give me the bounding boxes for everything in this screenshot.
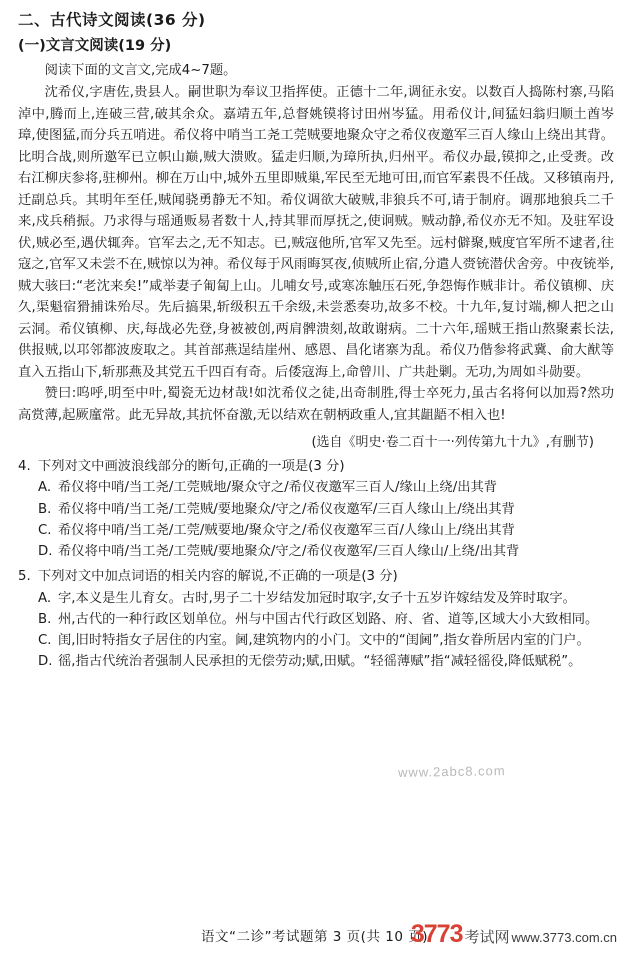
question-4 [18, 456, 614, 562]
question-5 [18, 566, 614, 672]
option-text: 希仪将中哨/当工尧/工莞贼地/聚众守之/希仪夜邀军三百人/缘山上绕/出其背 [58, 480, 498, 496]
question-5-number: 5. [18, 569, 31, 585]
watermark-site-name: 考试网 [464, 929, 510, 946]
question-5-options [38, 588, 614, 673]
option-text: 闺,旧时特指女子居住的内室。阃,建筑物内的小门。文中的“闺阃”,指女眷所居内室的门户。 [58, 633, 590, 649]
question-5-option-c[interactable] [38, 630, 614, 651]
option-letter: D. [38, 654, 53, 670]
option-letter: D. [38, 544, 53, 560]
page-footer: 语文“二诊”考试题第 3 页(共 10 页) [201, 929, 428, 945]
option-letter: B. [38, 611, 52, 627]
option-letter: C. [38, 522, 52, 538]
option-letter: A. [38, 590, 52, 606]
passage-paragraph-1: 沈希仪,字唐佐,贵县人。嗣世职为奉议卫指挥使。正德十二年,调征永安。以数百人捣陈村寨,马陷淖中,腾而上,连破三营,破其余众。嘉靖五年,总督姚镆将讨田州岑猛。用希仪计,间猛妇翁归顺土酋岑璋,使图猛,而分兵五哨进。希仪将中哨当工尧工莞贼要地聚众守之希仪夜邀军三百人缘山上绕出其背。比明合战,则所邀军已立帜山巅,贼大溃败。猛走归顺,为璋所执,归州平。希仪办最,镆抑之,止受赉。改右江柳庆参将,驻柳州。柳在万山中,城外五里即贼巢,军民至无地可田,而官军素畏不任战。又移镇南丹,迁副总兵。其明年至任,贼闻骁勇静无不知。希仪调欲大破贼,非狼兵不可,请于制府。调那地狼兵二千来,戍兵稍振。乃求得与瑶通贩易者数十人,持其罪而厚抚之,使诇贼。贼动静,希仪亦无不知。及驻军设伏,贼必至,遇伏辄奔。官军去之,无不知志。已,贼寇他所,官军又先至。远村僻聚,贼度官军所不逮者,往寇之,官军又未尝不在,贼惊以为神。希仪每于风雨晦冥夜,侦贼所止宿,分遣人赍铳潜伏舍旁。中夜铳举,贼大骇曰:“老沈来矣!”咸举妻子匍匐上山。儿哺女号,或寒冻触压石死,争怨悔作贼非计。希仪镇柳、庆久,渠魁宿猾捕诛殆尽。先后搞果,斩级积五千余级,未尝悉奏功,故多不校。十九年,复讨端,柳人把之山云洞。希仪镇柳、庆,每战必先登,身被被创,两肩髀溃刻,故敢谢病。二十六年,瑶贼王指山熬聚素长法,供报贼,以邛邻都波废取之。其首部燕逞结崖州、感恩、昌化诸寨为乱。希仪乃偕参将武冀、俞大猷等直入五指山下,斩那燕及其党五千四百有奇。后倭寇海上,命曾川、广共赴剿。无功,为周如斗勋要。 [18, 85, 614, 380]
question-4-option-b[interactable] [38, 499, 614, 520]
option-text: 希仪将中哨/当工尧/工莞贼/要地聚众/守之/希仪夜邀军/三百人缘山/上绕/出其背 [58, 544, 520, 560]
question-4-option-a[interactable] [38, 477, 614, 498]
page-content [18, 10, 614, 673]
passage-lead: 阅读下面的文言文,完成4~7题。 [44, 63, 237, 79]
question-5-option-b[interactable] [38, 609, 614, 630]
section-title: 二、古代诗文阅读(36 分) [18, 11, 206, 29]
question-5-option-a[interactable] [38, 588, 614, 609]
option-text: 希仪将中哨/当工尧/工莞贼/要地聚众/守之/希仪夜邀军/三百人缘山上/绕出其背 [58, 501, 515, 517]
question-4-options [38, 477, 614, 562]
passage-paragraph-2: 赞曰:呜呼,明至中叶,蜀瓷无边材哉!如沈希仪之徒,出奇制胜,得士卒死力,虽古名将何以加焉?然功高赏薄,起厥廑常。此无异故,其抗怀奋激,无以结欢在朝柄政重人,宜其龃龉不相入也! [18, 386, 614, 423]
watermark-number: 3773 [410, 920, 463, 948]
option-text: 字,本义是生儿育女。古时,男子二十岁结发加冠时取字,女子十五岁许嫁结发及笄时取字。 [58, 590, 576, 606]
option-text: 徭,指古代统治者强制人民承担的无偿劳动;赋,田赋。“轻徭薄赋”指“减轻徭役,降低赋税”。 [58, 654, 582, 670]
passage-source: (选自《明史·卷二百十一·列传第九十九》,有删节) [311, 434, 594, 450]
option-letter: B. [38, 501, 52, 517]
section-subtitle: (一)文言文阅读(19 分) [18, 37, 172, 54]
watermark-2abc8: www.2abc8.com [397, 763, 506, 780]
option-letter: C. [38, 633, 52, 649]
question-5-option-d[interactable] [38, 651, 614, 672]
question-4-stem: 下列对文中画波浪线部分的断句,正确的一项是(3 分) [38, 459, 345, 475]
question-5-stem: 下列对文中加点词语的相关内容的解说,不正确的一项是(3 分) [38, 569, 398, 585]
watermark-domain: www.3773.com.cn [511, 930, 617, 945]
option-text: 州,古代的一种行政区划单位。州与中国古代行政区划路、府、省、道等,区域大小大致相同。 [58, 611, 599, 627]
question-4-option-d[interactable] [38, 541, 614, 562]
option-letter: A. [38, 480, 52, 496]
question-4-number: 4. [18, 459, 31, 475]
question-4-option-c[interactable] [38, 520, 614, 541]
option-text: 希仪将中哨/当工尧/工莞/贼要地/聚众守之/希仪夜邀军三百/人缘山上/绕出其背 [58, 522, 515, 538]
watermark-3773 [411, 920, 617, 949]
